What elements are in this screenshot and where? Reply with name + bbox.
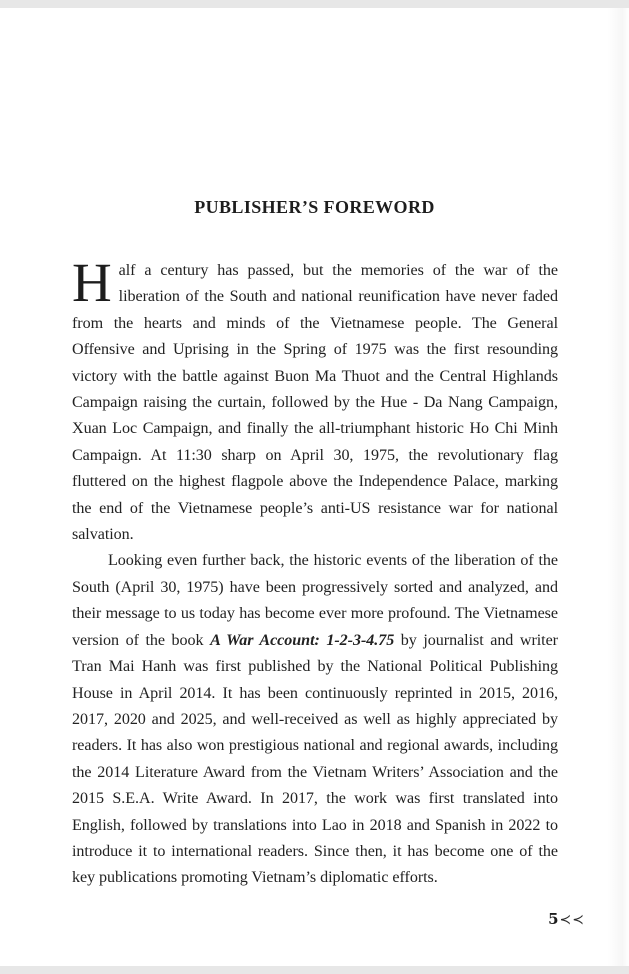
page-ornament-arrows: ≺≺ [559, 913, 585, 928]
page-footer [548, 910, 585, 929]
dropcap-letter: H [72, 252, 112, 313]
page-number: 5 [548, 910, 559, 928]
paragraph-2-text-after: by journalist and writer Tran Mai Hanh was first published by the National Political Publishing House in April 2014. It has been continuously reprinted in 2015, 2016, 2017, 2020 and 2025, and well-received as well as highly appreciated by readers. It has also won prestigious national and regional awards, including the 2014 Literature Award from the Vietnam Writers’ Association and the 2015 S.E.A. Write Award. In 2017, the work was first translated into English, followed by translations into Lao in 2018 and Spanish in 2022 to introduce it to international readers. Since then, it has become one of the key publications promoting Vietnam’s diplomatic efforts. [72, 631, 558, 887]
body-text [72, 252, 558, 892]
paragraph-2 [72, 548, 558, 891]
paragraph-2-text-before: Looking even further back, the historic events of the liberation of the South (April 30, 1975) have been progressively sorted and analyzed, and their message to us today has become ever more profound. The Vietnamese version of the book [72, 552, 558, 649]
top-edge-strip [0, 0, 629, 8]
page-title: PUBLISHER’S FOREWORD [194, 197, 435, 217]
paragraph-1-text: alf a century has passed, but the memories of the war of the liberation of the South and national reunification have never faded from the hearts and minds of the Vietnamese people. The General Offensive and Uprising in the Spring of 1975 was the first resounding victory with the battle against Buon Ma Thuot and the Central Highlands Campaign raising the curtain, followed by the Hue - Da Nang Campaign, Xuan Loc Campaign, and finally the all-triumphant historic Ho Chi Minh Campaign. At 11:30 sharp on April 30, 1975, the revolutionary flag fluttered on the highest flagpole above the Independence Palace, marking the end of the Vietnamese people’s anti-US resistance war for national salvation. [72, 262, 558, 544]
book-title: A War Account: 1-2-3-4.75 [210, 631, 395, 649]
page-right-edge-shade [607, 8, 629, 966]
bottom-edge-strip [0, 966, 629, 974]
paragraph-1 [72, 252, 558, 548]
